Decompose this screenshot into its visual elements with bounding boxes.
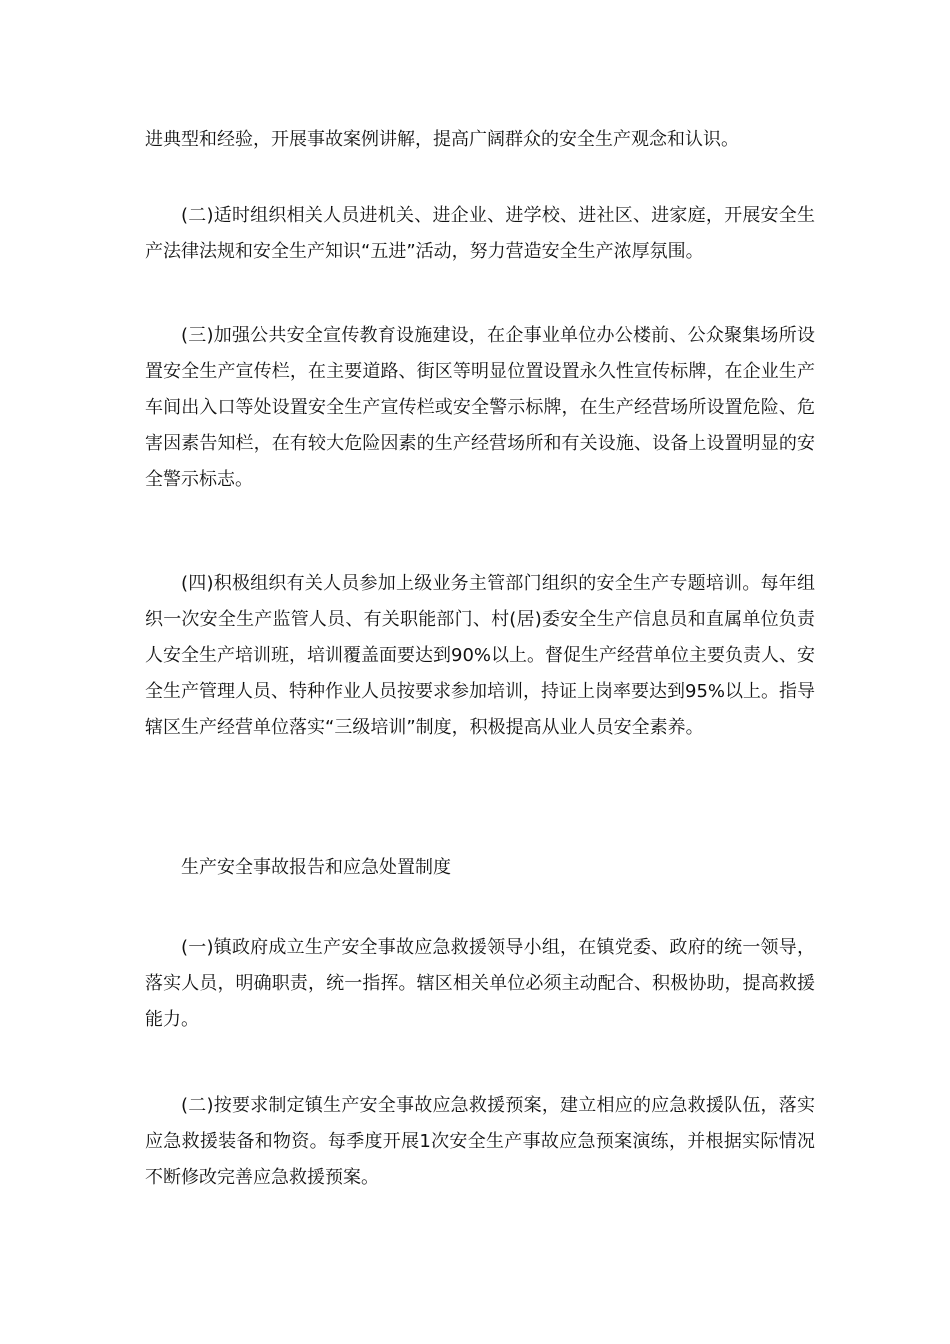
paragraph-emergency-item-2: (二)按要求制定镇生产安全事故应急救援预案，建立相应的应急救援队伍，落实应急救援装备和物资。每季度开展1次安全生产事故应急预案演练，并根据实际情况不断修改完善应急救援预案。 <box>145 1095 815 1188</box>
paragraph-continuation: 进典型和经验，开展事故案例讲解，提高广阔群众的安全生产观念和认识。 <box>145 129 739 150</box>
paragraph-item-3-facilities: (三)加强公共安全宣传教育设施建设，在企事业单位办公楼前、公众聚集场所设置安全生产宣传栏，在主要道路、街区等明显位置设置永久性宣传标牌，在企业生产车间出入口等处设置安全生产宣传栏或安全警示标牌，在生产经营场所设置危险、危害因素告知栏，在有较大危险因素的生产经营场所和有关设施、设备上设置明显的安全警示标志。 <box>145 325 815 490</box>
paragraph-item-4-training: (四)积极组织有关人员参加上级业务主管部门组织的安全生产专题培训。每年组织一次安全生产监管人员、有关职能部门、村(居)委安全生产信息员和直属单位负责人安全生产培训班，培训覆盖面要达到90%以上。督促生产经营单位主要负责人、安全生产管理人员、特种作业人员按要求参加培训，持证上岗率要达到95%以上。指导辖区生产经营单位落实“三级培训”制度，积极提高从业人员安全素养。 <box>145 573 816 738</box>
paragraph-item-2-five-entries: (二)适时组织相关人员进机关、进企业、进学校、进社区、进家庭，开展安全生产法律法规和安全生产知识“五进”活动，努力营造安全生产浓厚氛围。 <box>145 205 815 262</box>
section-heading: 生产安全事故报告和应急处置制度 <box>181 857 451 878</box>
paragraph-emergency-item-1: (一)镇政府成立生产安全事故应急救援领导小组，在镇党委、政府的统一领导，落实人员，明确职责，统一指挥。辖区相关单位必须主动配合、积极协助，提高救援能力。 <box>145 937 815 1030</box>
